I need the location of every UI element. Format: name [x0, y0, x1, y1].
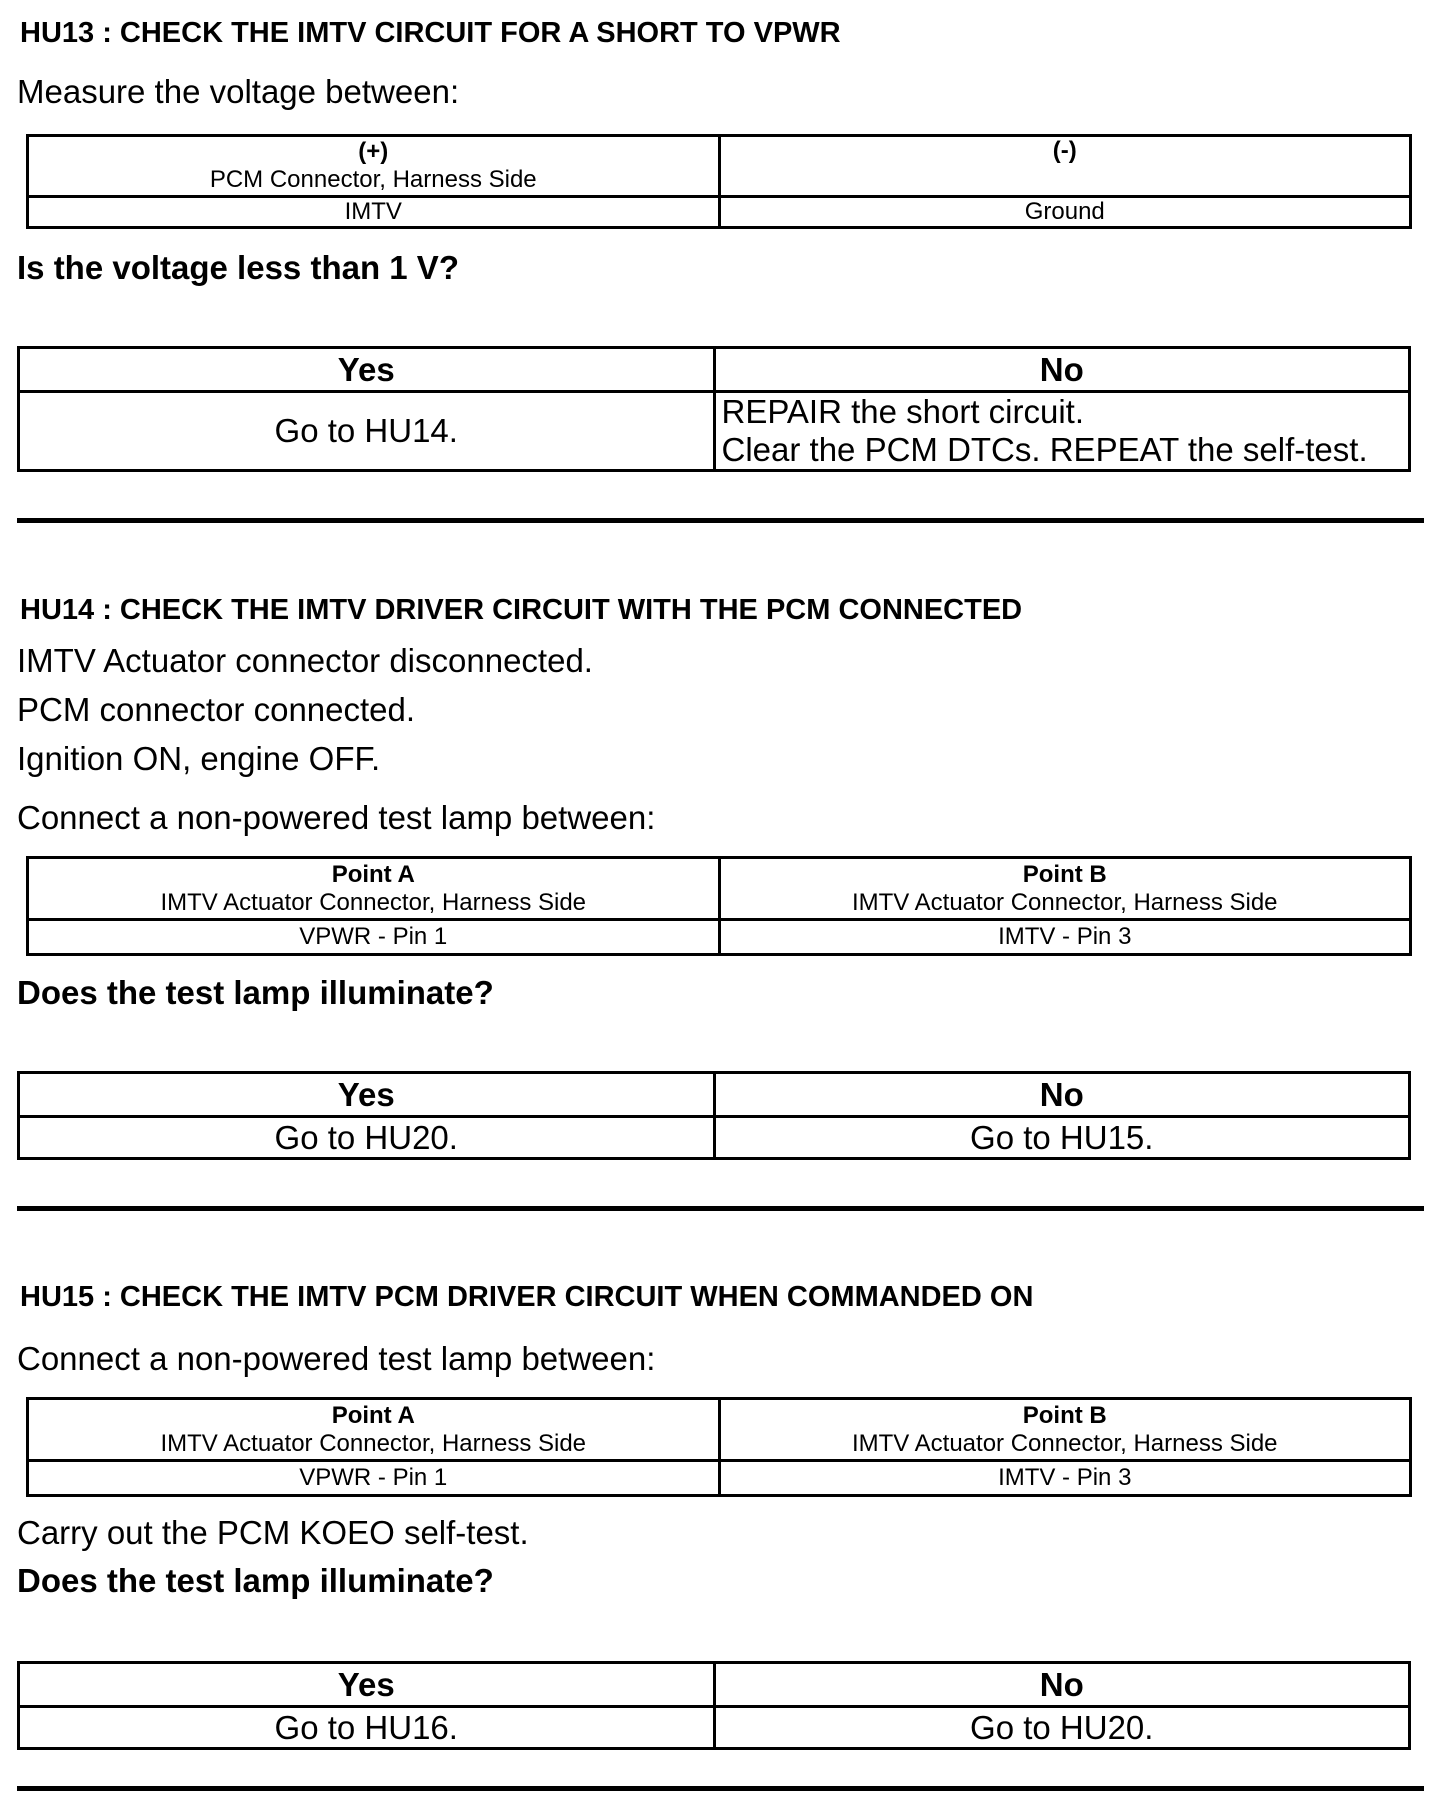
- hu13-no-action-line2: Clear the PCM DTCs. REPEAT the self-test.: [721, 431, 1368, 468]
- hu13-measurement-table: [26, 134, 1412, 229]
- hu13-instruction: Measure the voltage between:: [17, 73, 460, 110]
- hu14-step-1: IMTV Actuator connector disconnected.: [17, 642, 593, 679]
- hu14-point-b-connector: IMTV Actuator Connector, Harness Side: [851, 888, 1278, 916]
- hu15-yes-action: Go to HU16.: [19, 1707, 715, 1749]
- hu14-step-3: Ignition ON, engine OFF.: [17, 740, 381, 777]
- hu14-point-a-value: VPWR - Pin 1: [28, 920, 720, 955]
- hu15-instruction: Connect a non-powered test lamp between:: [17, 1340, 656, 1377]
- hu15-lamp-table: [26, 1397, 1412, 1497]
- section-divider: [17, 518, 1424, 523]
- hu13-result-table: [17, 346, 1411, 472]
- hu13-yes-header: Yes: [19, 348, 715, 392]
- hu13-no-header: No: [714, 348, 1410, 392]
- hu15-point-b-header: [719, 1399, 1411, 1461]
- hu13-col1-header-connector: PCM Connector, Harness Side: [209, 166, 537, 193]
- hu14-lamp-table: [26, 856, 1412, 956]
- hu13-col2-value: Ground: [719, 197, 1411, 228]
- hu13-col2-header-sign: (-): [1052, 137, 1077, 164]
- hu14-point-b-header: [719, 858, 1411, 920]
- hu14-result-table: [17, 1071, 1411, 1160]
- hu15-point-b-value: IMTV - Pin 3: [719, 1461, 1411, 1496]
- hu14-yes-action: Go to HU20.: [19, 1117, 715, 1159]
- hu14-instruction: Connect a non-powered test lamp between:: [17, 799, 656, 836]
- hu14-point-b-value: IMTV - Pin 3: [719, 920, 1411, 955]
- hu15-result-table: [17, 1661, 1411, 1750]
- hu15-question: Does the test lamp illuminate?: [17, 1562, 494, 1599]
- hu15-step: Carry out the PCM KOEO self-test.: [17, 1514, 529, 1551]
- hu14-no-action: Go to HU15.: [714, 1117, 1410, 1159]
- hu13-col2-header: [719, 136, 1411, 197]
- hu14-step-2: PCM connector connected.: [17, 691, 416, 728]
- hu13-yes-action: Go to HU14.: [19, 392, 715, 471]
- hu13-col1-header: [28, 136, 720, 197]
- hu14-question: Does the test lamp illuminate?: [17, 974, 494, 1011]
- hu13-col1-value: IMTV: [28, 197, 720, 228]
- hu15-point-a-label: Point A: [331, 1401, 415, 1429]
- hu14-yes-header: Yes: [19, 1073, 715, 1117]
- hu14-point-b-label: Point B: [1022, 860, 1107, 888]
- hu13-no-action: [714, 392, 1410, 471]
- hu15-point-b-label: Point B: [1022, 1401, 1107, 1429]
- hu15-point-a-value: VPWR - Pin 1: [28, 1461, 720, 1496]
- hu15-point-a-header: [28, 1399, 720, 1461]
- section-divider: [17, 1786, 1424, 1791]
- hu14-point-a-header: [28, 858, 720, 920]
- hu14-no-header: No: [714, 1073, 1410, 1117]
- hu15-no-header: No: [714, 1663, 1410, 1707]
- hu15-yes-header: Yes: [19, 1663, 715, 1707]
- hu15-point-b-connector: IMTV Actuator Connector, Harness Side: [851, 1429, 1278, 1457]
- hu14-heading: HU14 : CHECK THE IMTV DRIVER CIRCUIT WITH THE PCM CONNECTED: [20, 594, 1023, 626]
- hu13-question: Is the voltage less than 1 V?: [17, 249, 459, 286]
- hu15-point-a-connector: IMTV Actuator Connector, Harness Side: [160, 1429, 587, 1457]
- hu14-point-a-label: Point A: [331, 860, 415, 888]
- hu13-col1-header-sign: (+): [358, 138, 389, 165]
- hu15-heading: HU15 : CHECK THE IMTV PCM DRIVER CIRCUIT WHEN COMMANDED ON: [20, 1281, 1034, 1313]
- hu14-point-a-connector: IMTV Actuator Connector, Harness Side: [160, 888, 587, 916]
- hu15-no-action: Go to HU20.: [714, 1707, 1410, 1749]
- section-divider: [17, 1206, 1424, 1211]
- hu13-heading: HU13 : CHECK THE IMTV CIRCUIT FOR A SHORT TO VPWR: [20, 17, 841, 49]
- hu13-no-action-line1: REPAIR the short circuit.: [721, 393, 1085, 430]
